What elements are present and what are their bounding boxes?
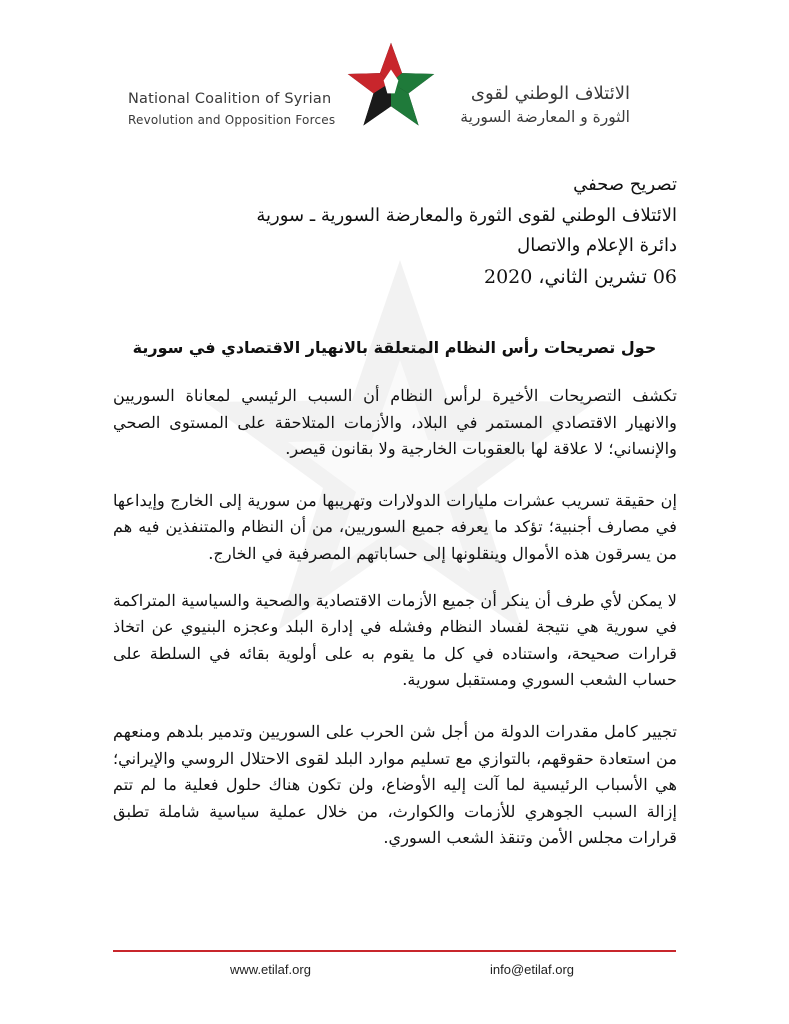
footer-email-link[interactable]: info@etilaf.org: [490, 962, 575, 977]
release-title: حول تصريحات رأس النظام المتعلقة بالانهيار الاقتصادي في سورية: [132, 338, 657, 357]
body-paragraph: تجيير كامل مقدرات الدولة من أجل شن الحرب على السوريين وتدمير بلدهم ومنعهم من استعادة حقوقهم، بالتوازي مع تسليم موارد البلد لقوى الاحتلال الروسي والإيراني؛ هي الأسباب الرئيسية لما آلت إليه الأوضاع، ولن تكون هناك حلول فعلية ما لم تتم إزالة السبب الجوهري للأزمات والكوارث، من خلال عملية سياسية شاملة تطبق قرارات مجلس الأمن وتنقذ الشعب السوري.: [113, 721, 677, 848]
logo-text-arabic: [440, 82, 630, 128]
logo-ar-line2: الثورة و المعارضة السورية: [460, 108, 630, 126]
logo-en-line1: National Coalition of Syrian: [128, 91, 332, 107]
release-header: [157, 170, 677, 292]
release-type: تصريح صحفي: [573, 174, 677, 195]
footer-divider: [113, 950, 676, 952]
organization-name: الائتلاف الوطني لقوى الثورة والمعارضة السورية ـ سورية: [256, 204, 677, 226]
release-body: [113, 383, 677, 877]
release-date: 06 تشرين الثاني، 2020: [484, 265, 677, 288]
body-paragraph: تكشف التصريحات الأخيرة لرأس النظام أن السبب الرئيسي لمعاناة السوريين والانهيار الاقتصادي المستمر في البلاد، والأزمات المتلاحقة على المستوى الصحي والإنساني؛ لا علاقة لها بالعقوبات الخارجية ولا بقانون قيصر.: [113, 386, 677, 459]
logo-text-english: [128, 88, 348, 130]
logo-en-line2: Revolution and Opposition Forces: [128, 113, 336, 127]
department-name: دائرة الإعلام والاتصال: [517, 235, 677, 256]
logo-ar-line1: الائتلاف الوطني لقوى: [470, 83, 630, 104]
footer-website-link[interactable]: www.etilaf.org: [230, 962, 311, 977]
body-paragraph: إن حقيقة تسريب عشرات مليارات الدولارات وتهريبها من سورية إلى الخارج وإيداعها في مصارف أجنبية؛ تؤكد ما يعرفه جميع السوريين، من أن النظام والمتنفذين فيه هم من يسرقون هذه الأموال وينقلونها إلى حساباتهم المصرفية في الخارج.: [113, 490, 677, 563]
body-paragraph: لا يمكن لأي طرف أن ينكر أن جميع الأزمات الاقتصادية والصحية والسياسية المتراكمة في سورية هي نتيجة لفساد النظام وفشله في إدارة البلد وعجزه البنيوي عن اتخاذ قرارات صحيحة، واستناده في كل ما يقوم به على أولوية بقائه في السلطة على حساب الشعب السوري ومستقبل سورية.: [113, 590, 677, 690]
coalition-star-logo-icon: [345, 40, 437, 132]
